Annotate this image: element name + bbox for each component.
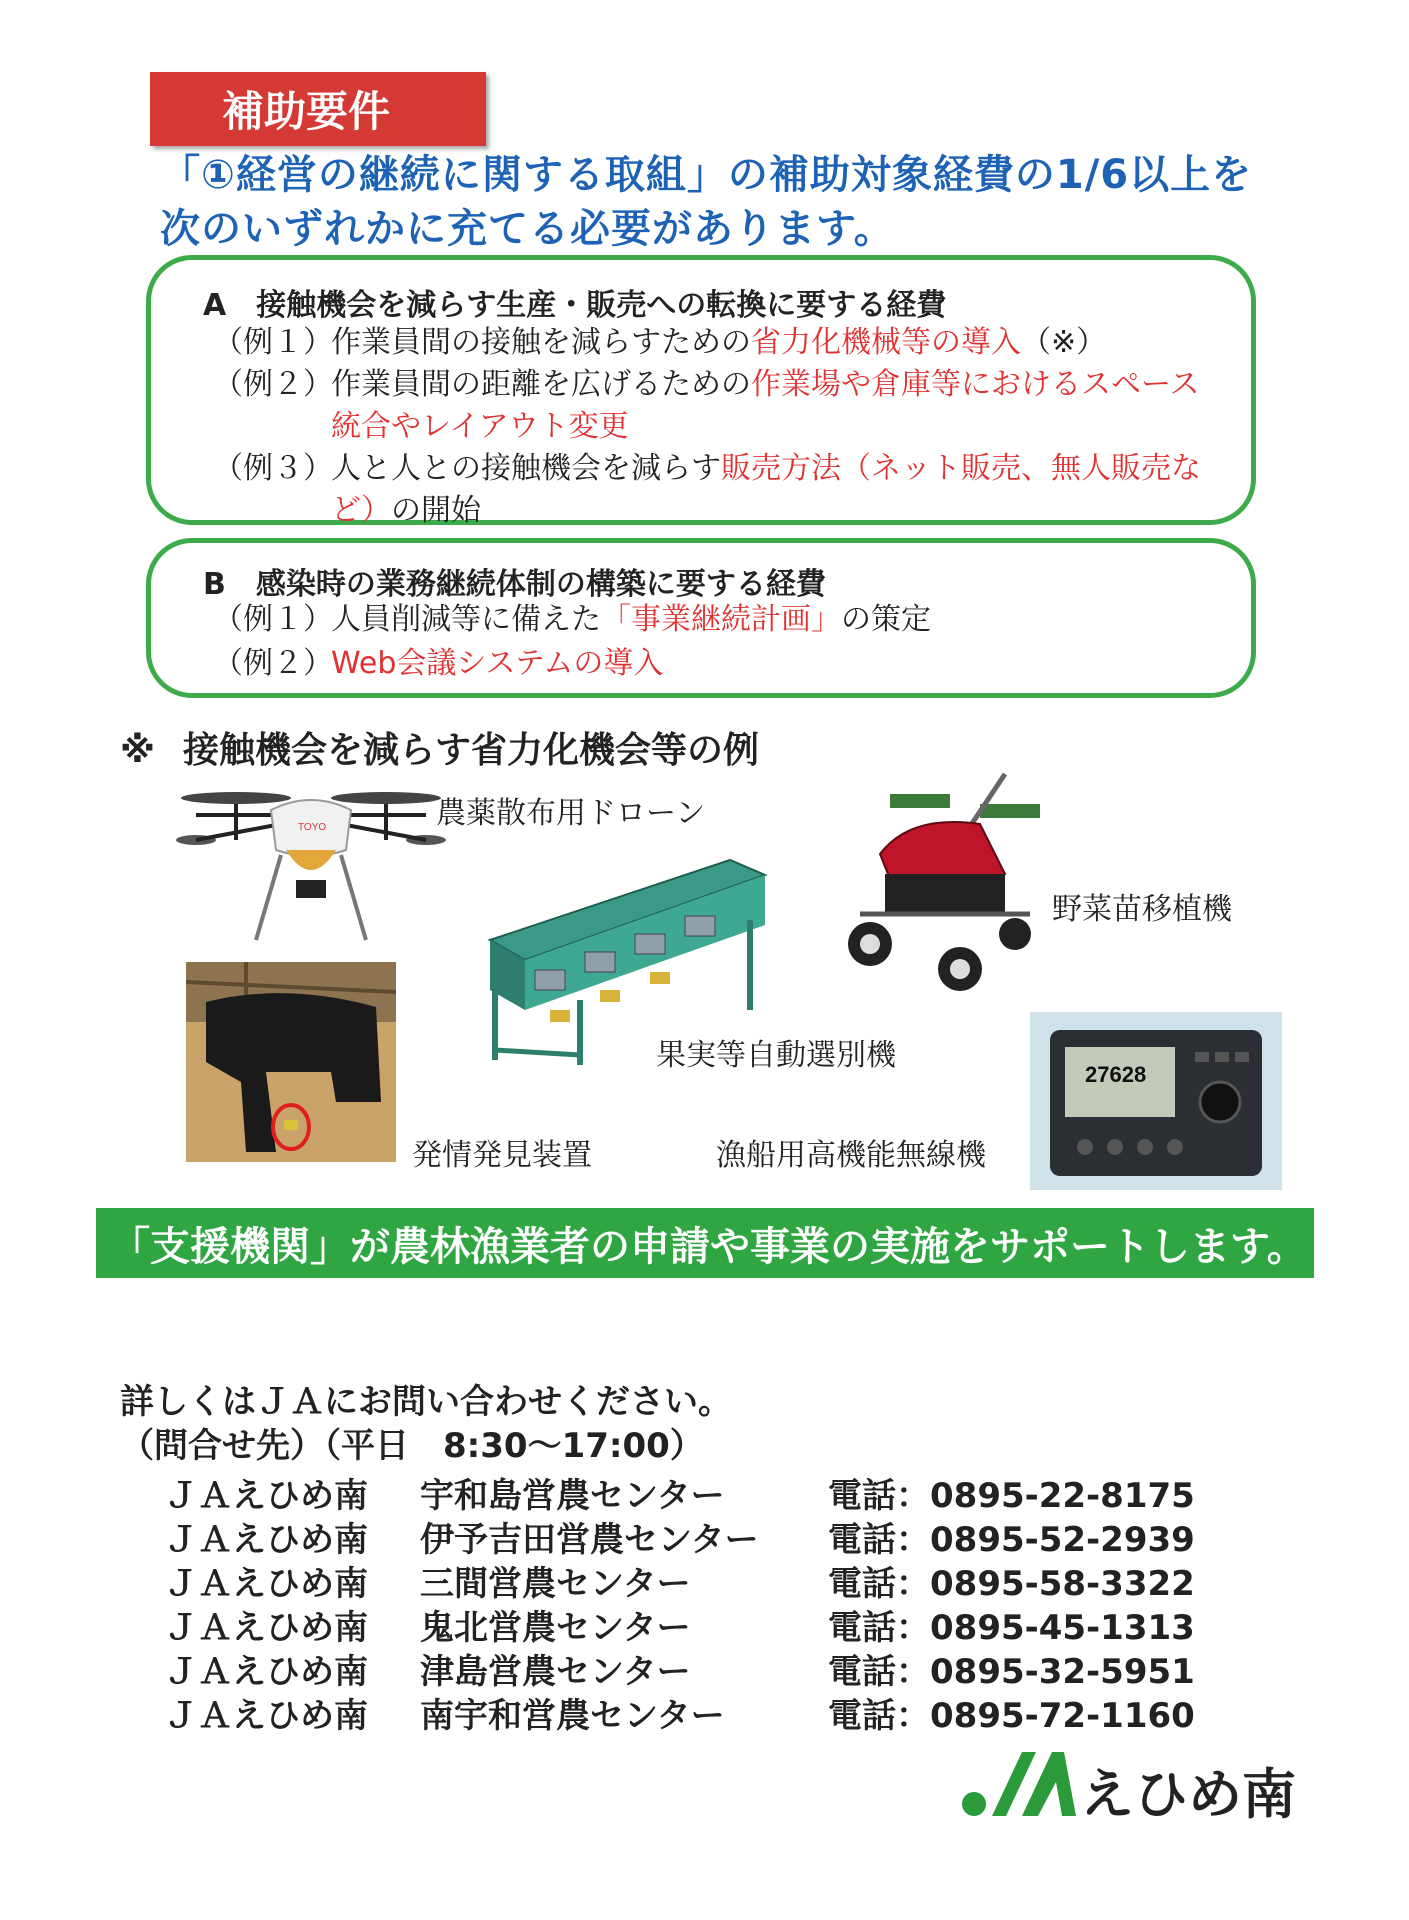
examples-heading bbox=[120, 722, 759, 773]
box-b-heading: B 感染時の業務継続体制の構築に要する経費 bbox=[203, 567, 826, 602]
contact-center: 伊予吉田営農センター bbox=[420, 1520, 759, 1560]
lead-line-2: 次のいずれかに充てる必要があります。 bbox=[160, 206, 895, 252]
contact-center: 鬼北営農センター bbox=[420, 1608, 691, 1648]
contact-org: ＪＡえひめ南 bbox=[164, 1608, 368, 1648]
drone-image bbox=[176, 780, 446, 960]
example-label: （例２） bbox=[213, 367, 333, 402]
example-label: （例１） bbox=[213, 325, 333, 360]
ja-logo-icon bbox=[960, 1748, 1078, 1818]
caption-radio: 漁船用高機能無線機 bbox=[716, 1138, 986, 1173]
transplanter-image bbox=[830, 764, 1060, 1004]
contact-line-2: （問合せ先）（平日 8:30〜17:00） bbox=[120, 1426, 704, 1466]
contact-center: 宇和島営農センター bbox=[420, 1476, 725, 1516]
drone-brand-label: TOYO bbox=[298, 822, 327, 833]
lead-line-1: 「①経営の継続に関する取組」の補助対象経費の1/6以上を bbox=[160, 152, 1253, 198]
example-text: 人と人との接触機会を減らす bbox=[331, 451, 721, 486]
example-tail: （※） bbox=[1021, 325, 1107, 360]
contact-center: 津島営農センター bbox=[420, 1652, 691, 1692]
box-a-example-2 bbox=[213, 364, 1213, 448]
box-a-heading: A 接触機会を減らす生産・販売への転換に要する経費 bbox=[203, 288, 947, 323]
lead-text bbox=[160, 148, 1300, 256]
example-label: （例２） bbox=[213, 646, 333, 681]
radio-display-value: 27628 bbox=[1085, 1062, 1147, 1087]
example-tail: の策定 bbox=[841, 602, 931, 637]
example-emphasis: 販売方法（ネット販売、無人販売な bbox=[721, 451, 1201, 486]
caption-transplanter: 野菜苗移植機 bbox=[1052, 892, 1232, 927]
example-emphasis-cont: ど） bbox=[331, 493, 391, 528]
contact-org: ＪＡえひめ南 bbox=[164, 1476, 368, 1516]
note-text: 接触機会を減らす省力化機会等の例 bbox=[183, 730, 760, 771]
marine-radio-image bbox=[1030, 1012, 1282, 1190]
box-a-example-1 bbox=[213, 322, 1213, 364]
contact-tel: 電話：0895-22-8175 bbox=[828, 1476, 1195, 1516]
caption-drone: 農薬散布用ドローン bbox=[436, 796, 706, 831]
contact-org: ＪＡえひめ南 bbox=[164, 1520, 368, 1560]
note-mark: ※ bbox=[120, 730, 155, 771]
box-a-example-3 bbox=[213, 448, 1213, 532]
example-emphasis: 「事業継続計画」 bbox=[601, 602, 841, 637]
example-emphasis: 省力化機械等の導入 bbox=[751, 325, 1021, 360]
requirement-box-b bbox=[146, 538, 1256, 698]
example-emphasis-cont: 統合やレイアウト変更 bbox=[331, 409, 629, 444]
contact-tel: 電話：0895-58-3322 bbox=[828, 1564, 1195, 1604]
contact-tel: 電話：0895-32-5951 bbox=[828, 1652, 1195, 1692]
contact-org: ＪＡえひめ南 bbox=[164, 1652, 368, 1692]
example-label: （例３） bbox=[213, 451, 333, 486]
contact-org: ＪＡえひめ南 bbox=[164, 1696, 368, 1736]
support-banner: 「支援機関」が農林漁業者の申請や事業の実施をサポートします。 bbox=[96, 1208, 1314, 1278]
caption-sorter: 果実等自動選別機 bbox=[656, 1038, 896, 1073]
example-emphasis: Web会議システムの導入 bbox=[331, 646, 664, 681]
contact-intro bbox=[120, 1380, 732, 1468]
section-tag: 補助要件 bbox=[150, 72, 486, 146]
example-emphasis: 作業場や倉庫等におけるスペース bbox=[751, 367, 1200, 402]
contact-center: 三間営農センター bbox=[420, 1564, 691, 1604]
contact-tel: 電話：0895-52-2939 bbox=[828, 1520, 1195, 1560]
example-label: （例１） bbox=[213, 602, 333, 637]
example-text: 作業員間の接触を減らすための bbox=[331, 325, 751, 360]
estrus-detector-image bbox=[186, 962, 396, 1162]
requirement-box-a bbox=[146, 255, 1256, 528]
example-tail: の開始 bbox=[391, 493, 481, 528]
box-b-example-2 bbox=[213, 643, 1213, 685]
contact-line-1: 詳しくはＪＡにお問い合わせください。 bbox=[120, 1382, 732, 1422]
logo-text: えひめ南 bbox=[1080, 1763, 1296, 1826]
contact-center: 南宇和営農センター bbox=[420, 1696, 725, 1736]
example-text: 作業員間の距離を広げるための bbox=[331, 367, 751, 402]
contact-tel: 電話：0895-72-1160 bbox=[828, 1696, 1195, 1736]
contact-org: ＪＡえひめ南 bbox=[164, 1564, 368, 1604]
box-b-example-1 bbox=[213, 599, 1213, 641]
contact-tel: 電話：0895-45-1313 bbox=[828, 1608, 1195, 1648]
caption-estrus: 発情発見装置 bbox=[412, 1138, 592, 1173]
example-text: 人員削減等に備えた bbox=[331, 602, 601, 637]
